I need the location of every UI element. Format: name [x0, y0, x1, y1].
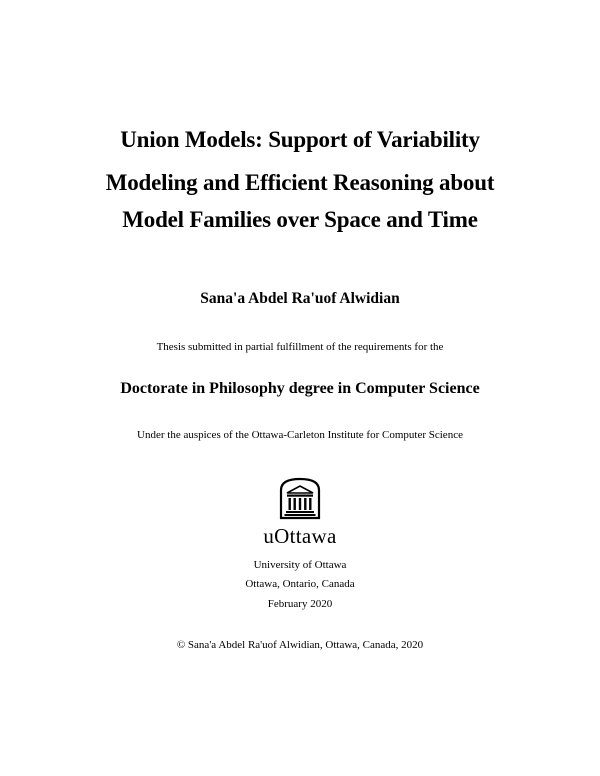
- submission-statement: Thesis submitted in partial fulfillment of the requirements for the: [156, 341, 444, 353]
- submission-date: February 2020: [267, 598, 333, 610]
- university-building-icon: [278, 476, 322, 520]
- thesis-title-line-3: Model Families over Space and Time: [122, 207, 478, 232]
- author-name: Sana'a Abdel Ra'uof Alwidian: [200, 290, 400, 307]
- university-name: University of Ottawa: [253, 559, 347, 571]
- degree-name: Doctorate in Philosophy degree in Computer Science: [120, 380, 480, 397]
- thesis-title-line-1: Union Models: Support of Variability: [120, 127, 480, 152]
- university-location: Ottawa, Ontario, Canada: [245, 578, 355, 590]
- copyright-notice: © Sana'a Abdel Ra'uof Alwidian, Ottawa, Canada, 2020: [176, 639, 424, 651]
- auspices-statement: Under the auspices of the Ottawa-Carleton Institute for Computer Science: [137, 429, 463, 441]
- uottawa-wordmark: uOttawa: [263, 524, 337, 548]
- thesis-title-line-2: Modeling and Efficient Reasoning about: [105, 170, 495, 195]
